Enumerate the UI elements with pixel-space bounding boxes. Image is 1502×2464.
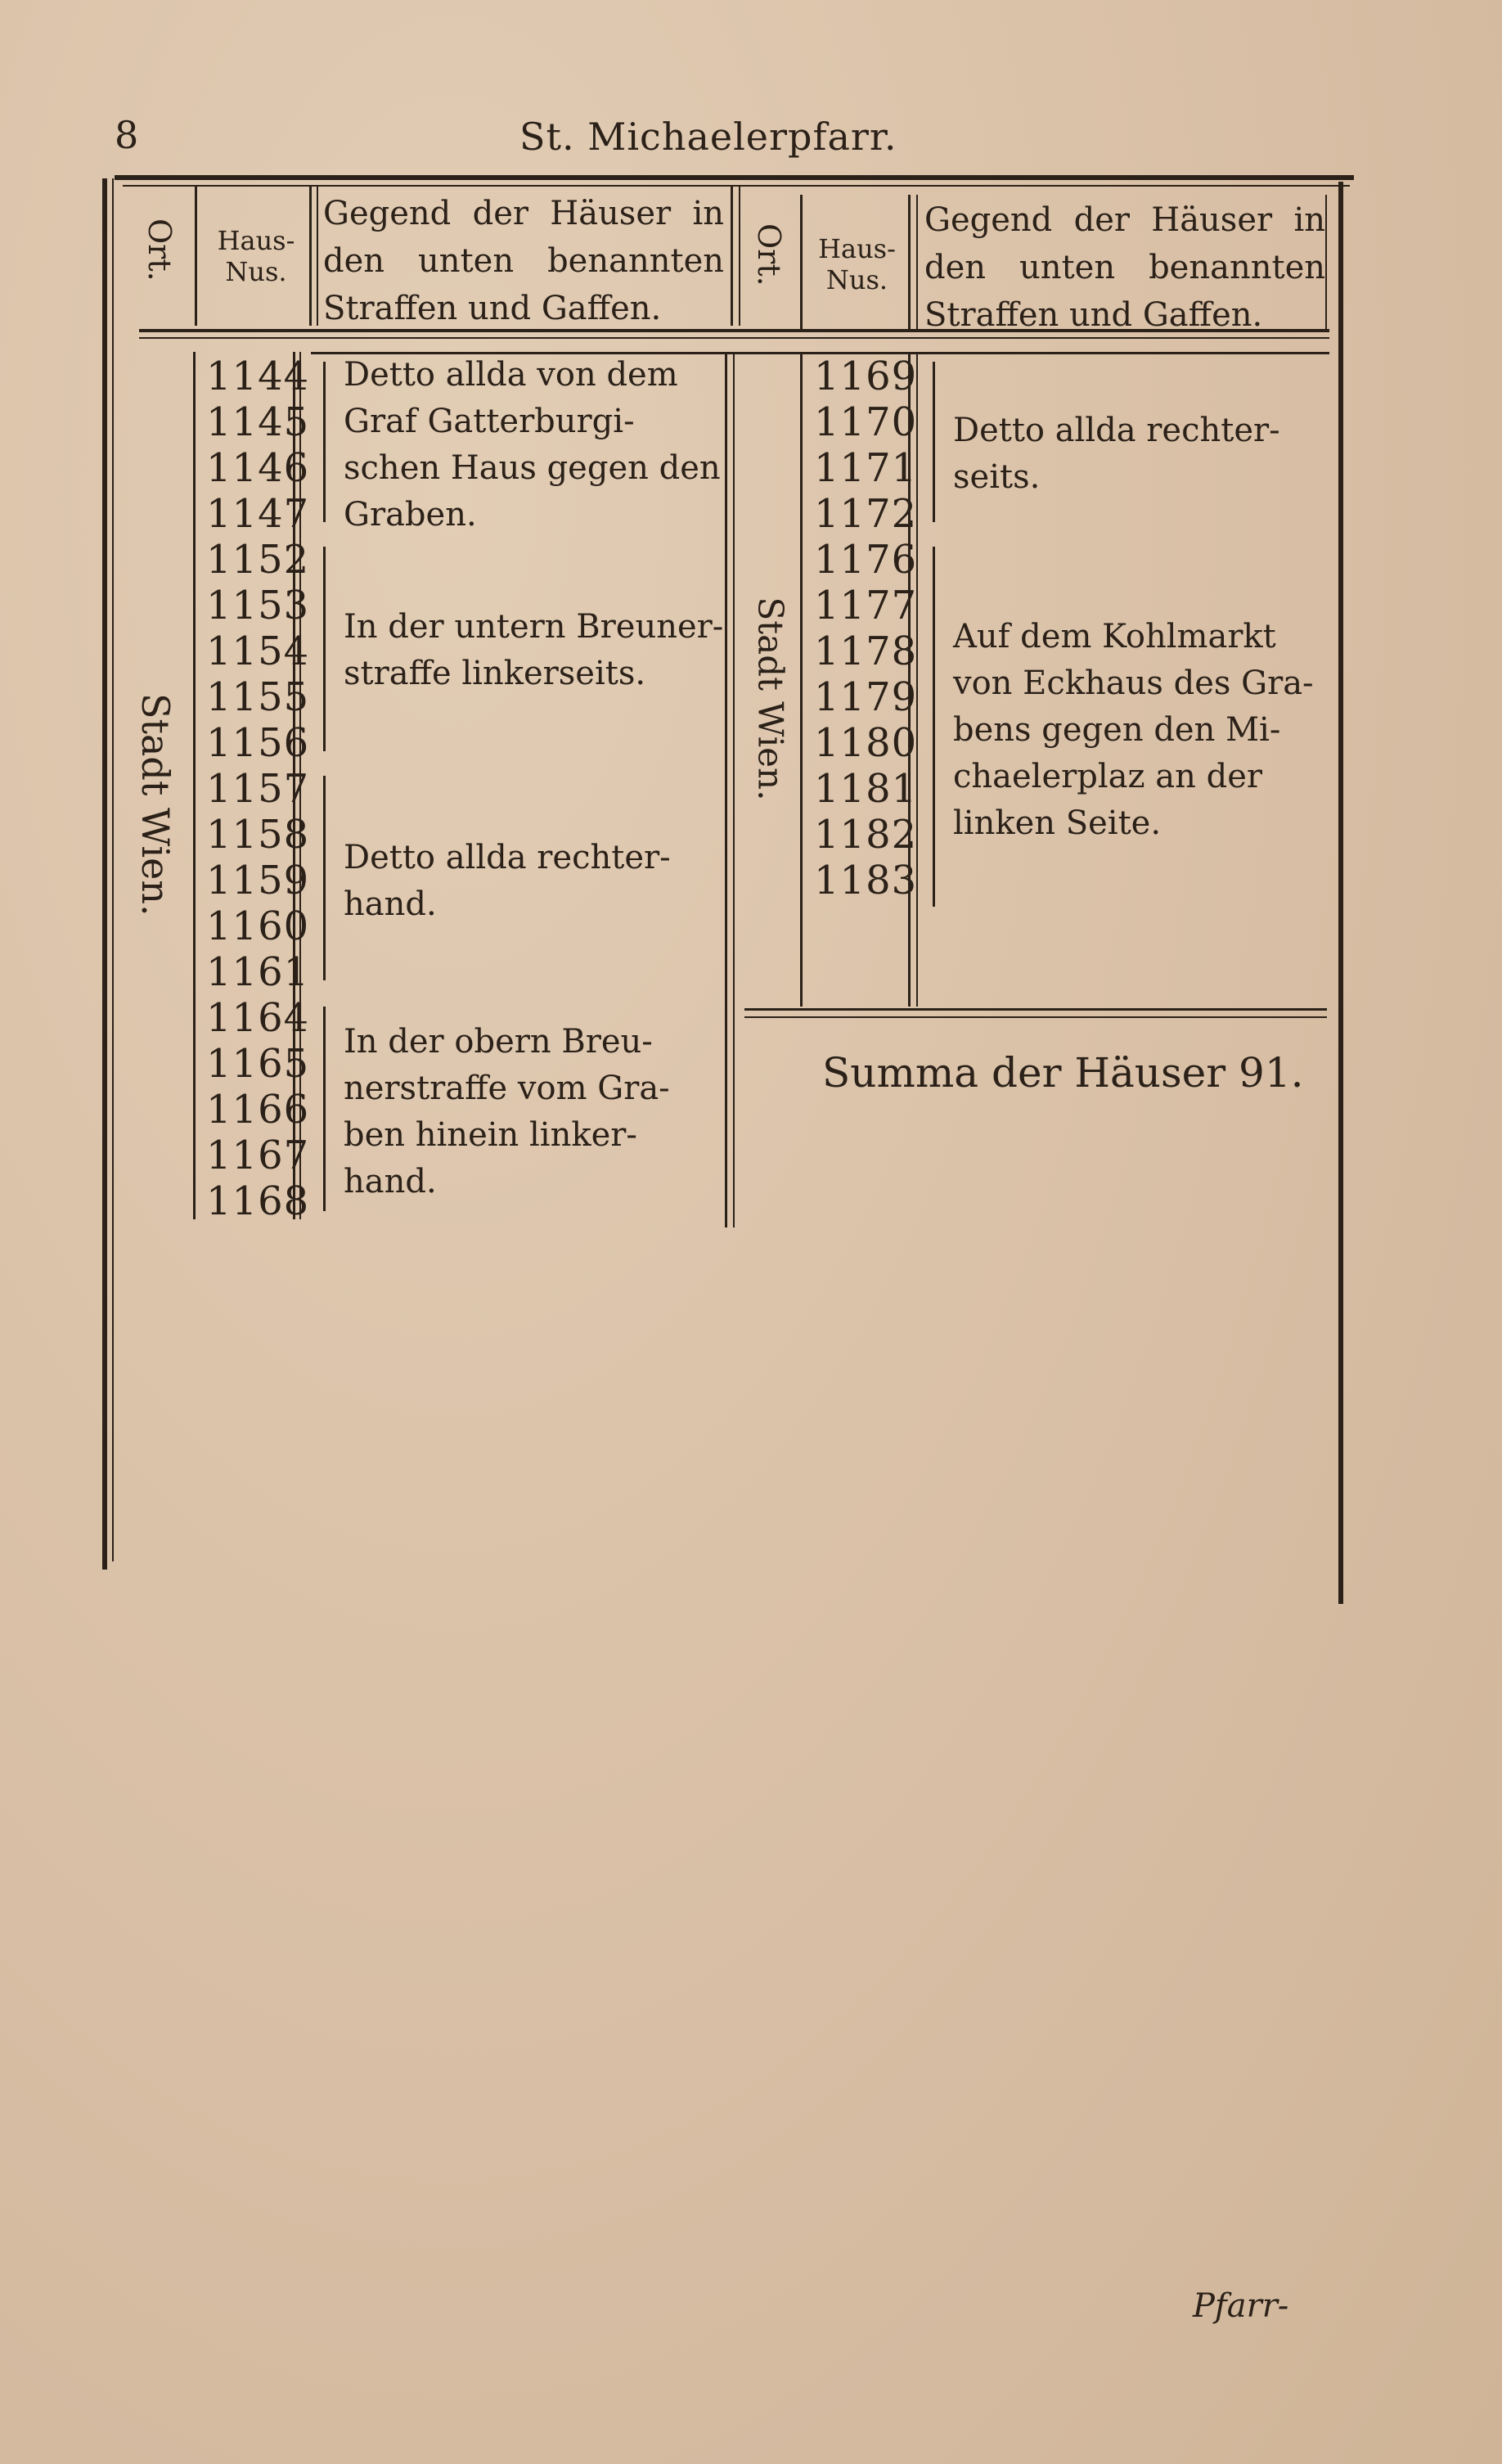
house-number: 1156 [206, 720, 310, 766]
ort-left: Stadt Wien. [133, 693, 178, 917]
top-rule [115, 175, 1354, 180]
house-number: 1146 [206, 445, 310, 491]
house-number: 1153 [206, 583, 310, 628]
house-number: 1178 [814, 628, 918, 674]
house-number: 1158 [206, 812, 310, 858]
house-number: 1155 [206, 674, 310, 720]
location-description: Detto allda von dem Graf Gatterburgi-schen Haus gegen den Graben. [344, 356, 721, 534]
left-num-line [193, 352, 196, 1219]
brace [323, 547, 334, 751]
col-sep [317, 187, 318, 326]
catchword: Pfarr- [1193, 2287, 1289, 2325]
col-sep [731, 187, 733, 326]
summa-total: Summa der Häuser 91. [822, 1049, 1304, 1097]
brace [933, 547, 943, 907]
house-number: 1167 [206, 1133, 310, 1178]
house-number: 1171 [814, 445, 918, 491]
ort-header-right: Ort. [751, 223, 787, 286]
page-number: 8 [115, 113, 139, 157]
house-number: 1152 [206, 537, 310, 583]
house-number: 1168 [206, 1178, 310, 1224]
summa-rule [744, 1008, 1327, 1011]
col-sep [309, 187, 312, 326]
col-sep [195, 187, 197, 326]
left-frame-inner [112, 178, 114, 1561]
running-head: St. Michaelerpfarr. [519, 115, 897, 159]
ort-right: Stadt Wien. [750, 597, 791, 801]
location-description: Auf dem Kohlmarkt von Eckhaus des Gra-bens gegen den Mi-chaelerplaz an der linken Seite. [953, 618, 1314, 842]
col-sep [916, 195, 918, 331]
house-number: 1179 [814, 674, 918, 720]
gegend-header-left: Gegend der Häuser in den unten benannten Straffen und Gaffen. [323, 195, 724, 327]
col-sep [908, 195, 911, 331]
house-number: 1161 [206, 949, 310, 995]
gegend-header-right: Gegend der Häuser in den unten benannten Straffen und Gaffen. [924, 201, 1325, 334]
house-number: 1169 [814, 354, 918, 399]
location-description: In der untern Breuner-straffe linkerseits. [344, 608, 724, 692]
top-rule-thin [123, 185, 1350, 187]
house-number: 1160 [206, 903, 310, 949]
brace [933, 362, 943, 522]
brace [323, 1007, 334, 1211]
left-desc-line [725, 352, 727, 1227]
left-desc-line2 [733, 352, 735, 1227]
haus-nus-header-left: Haus- Nus. [217, 225, 295, 287]
house-number: 1172 [814, 491, 918, 537]
house-number: 1180 [814, 720, 918, 766]
house-number: 1154 [206, 628, 310, 674]
brace [323, 776, 334, 980]
haus-nus-header-right: Haus- Nus. [818, 233, 896, 295]
location-description: Detto allda rechter-hand. [344, 839, 671, 923]
house-number: 1147 [206, 491, 310, 537]
house-number: 1166 [206, 1087, 310, 1133]
house-number: 1181 [814, 766, 918, 812]
house-number: 1159 [206, 858, 310, 903]
house-number: 1170 [814, 399, 918, 445]
house-number: 1145 [206, 399, 310, 445]
right-num-line [800, 352, 803, 1007]
summa-rule-thin [744, 1016, 1327, 1018]
col-sep [739, 187, 740, 326]
house-number: 1164 [206, 995, 310, 1041]
house-number: 1182 [814, 812, 918, 858]
house-number: 1157 [206, 766, 310, 812]
house-number: 1176 [814, 537, 918, 583]
house-number: 1177 [814, 583, 918, 628]
location-description: Detto allda rechter-seits. [953, 412, 1280, 496]
col-sep [800, 195, 803, 331]
right-frame [1338, 182, 1343, 1604]
location-description: In der obern Breu-nerstraffe vom Gra-ben hinein linker-hand. [344, 1023, 670, 1200]
brace [323, 362, 334, 522]
house-number: 1144 [206, 354, 310, 399]
ort-header-left: Ort. [142, 218, 178, 282]
col-sep [1325, 195, 1327, 331]
left-frame [102, 178, 107, 1570]
house-number: 1165 [206, 1041, 310, 1087]
house-number: 1183 [814, 858, 918, 903]
